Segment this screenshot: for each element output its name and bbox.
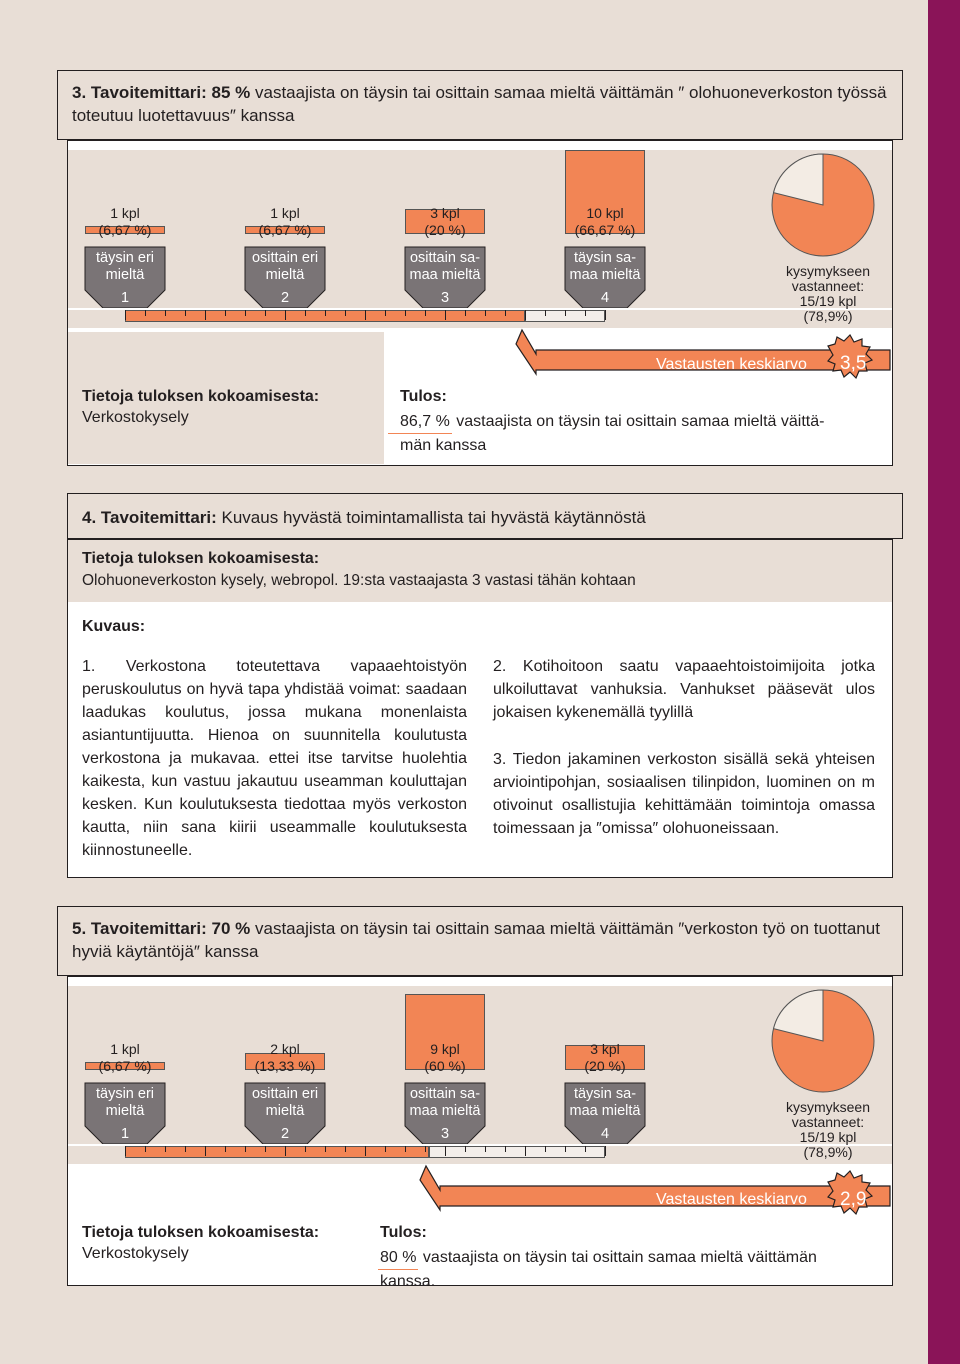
category-text: osittain eri mieltä [251, 250, 319, 283]
scale-tick [265, 310, 266, 316]
scale-tick [165, 310, 166, 316]
section4-info-text: Olohuoneverkoston kysely, webropol. 19:sta vastaajasta 3 vastasi tähän kohtaan [82, 572, 636, 589]
section3-result-heading: Tulos: [400, 388, 447, 405]
category-text: täysin eri mieltä [95, 1086, 155, 1119]
chart-baseline [68, 308, 892, 310]
section3-info-heading: Tietoja tuloksen kokoamisesta: [82, 388, 320, 405]
scale-tick [225, 1146, 226, 1152]
category-number: 3 [440, 290, 450, 306]
scale-tick [305, 310, 306, 316]
section5-title-bold: 5. Tavoitemittari: 70 % [72, 919, 251, 938]
section5-pie-chart [770, 988, 880, 1098]
section4-title [67, 493, 903, 539]
section4-item-2: 2. Kotihoitoon saatu vapaaehtoistoimijoita jotka ulkoiluttavat vanhuksia. Vanhukset pääsevät ulos jokaisen kykenemällä tyylillä [493, 658, 875, 721]
scale-tick [585, 310, 586, 316]
scale-tick [345, 1146, 346, 1152]
respondents-line: 15/19 kpl [799, 1129, 857, 1145]
scale-tick [225, 310, 226, 316]
scale-tick [265, 1146, 266, 1152]
scale-tick [405, 1146, 406, 1152]
category-label [85, 250, 165, 306]
bar-value-label [555, 205, 655, 239]
bar-percent: (20 %) [584, 1058, 626, 1074]
section4-item-1: 1. Verkostona toteutettava vapaaehtoistyön peruskoulutus on hyvä tapa yhdistää voimat: saadaan laadukas koulutus, jossa mukana monenlaista asiantuntijuutta. Hienoa on suunnitella koulutusta verkostona ja mukavaa. ettei itse tarvitse huolehtia kaikesta, kun vastuu jakautuu useamman kouluttajan kesken. Kun koulutuksesta tiedottaa myös verkoston kautta, niin sana kiirii useammalle koulutuksesta kiinnostuneelle. [82, 658, 467, 859]
category-text: täysin sa- maa mieltä [569, 1086, 641, 1119]
scale-tick [485, 1146, 486, 1152]
category-text: osittain sa- maa mieltä [409, 1086, 481, 1119]
category-number: 4 [600, 290, 610, 306]
bar-value-label [395, 205, 495, 239]
section4-info-heading: Tietoja tuloksen kokoamisesta: [82, 550, 320, 567]
scale-tick [185, 1146, 186, 1152]
bar-count: 3 kpl [590, 1041, 620, 1057]
scale-tick [125, 1146, 126, 1156]
section3-title [57, 70, 903, 140]
category-text: osittain eri mieltä [251, 1086, 319, 1119]
scale-tick [325, 310, 326, 316]
section5-result-pct: 80 % [378, 1246, 418, 1270]
section5-title [57, 906, 903, 976]
scale-tick [445, 1146, 446, 1156]
bar-count: 1 kpl [270, 205, 300, 221]
bar-percent: (6,67 %) [258, 222, 312, 238]
bar-count: 3 kpl [430, 205, 460, 221]
section5-average-label: Vastausten keskiarvo [656, 1191, 807, 1208]
scale-tick [345, 310, 346, 316]
scale-tick [605, 310, 606, 320]
bar-count: 1 kpl [110, 205, 140, 221]
scale-tick [485, 310, 486, 316]
category-number: 2 [280, 1126, 290, 1142]
scale-tick [405, 310, 406, 316]
scale-empty [429, 1146, 605, 1158]
section5-info-heading: Tietoja tuloksen kokoamisesta: [82, 1224, 320, 1241]
section5-average-value: 2,9 [840, 1189, 867, 1210]
bar-percent: (66,67 %) [574, 222, 636, 238]
section4-title-bold: 4. Tavoitemittari: [82, 508, 217, 527]
section3-info-text: Verkostokysely [82, 409, 189, 426]
section3-result-line1: vastaajista on täysin tai osittain samaa mieltä väittä- [456, 413, 825, 430]
scale-tick [445, 310, 446, 320]
section5-result-line1: vastaajista on täysin tai osittain samaa mieltä väittämän [422, 1249, 817, 1266]
bar-count: 10 kpl [586, 205, 624, 221]
category-label [245, 250, 325, 306]
section3-average-label: Vastausten keskiarvo [656, 356, 807, 373]
respondents-line: kysymykseen [785, 263, 871, 279]
section5-respondents [770, 1100, 886, 1160]
bar-count: 9 kpl [430, 1041, 460, 1057]
respondents-line: (78,9%) [803, 1144, 853, 1160]
scale-tick [205, 1146, 206, 1156]
section4-title-text: Kuvaus hyvästä toimintamallista tai hyvästä käytännöstä [221, 508, 646, 527]
bar-percent: (6,67 %) [98, 222, 152, 238]
section3-average-value: 3,5 [840, 353, 867, 374]
bar-value-label [75, 1041, 175, 1075]
section3-result-line2: män kanssa [400, 437, 487, 454]
scale-tick [185, 310, 186, 316]
scale-tick [545, 1146, 546, 1152]
scale-tick [385, 310, 386, 316]
scale-tick [385, 1146, 386, 1152]
side-stripe [928, 0, 960, 1364]
section5-info-text: Verkostokysely [82, 1245, 189, 1262]
section3-pie-chart [770, 152, 880, 262]
category-label [405, 250, 485, 306]
scale-tick [585, 1146, 586, 1152]
scale-tick [245, 310, 246, 316]
respondents-line: vastanneet: [791, 1114, 865, 1130]
bar-percent: (60 %) [424, 1058, 466, 1074]
scale-tick [365, 310, 366, 320]
category-number: 3 [440, 1126, 450, 1142]
scale-tick [325, 1146, 326, 1152]
section3-respondents [770, 264, 886, 324]
section4-kuvaus-heading: Kuvaus: [82, 618, 146, 635]
bar-percent: (20 %) [424, 222, 466, 238]
scale-tick [145, 310, 146, 316]
section3-result-pct: 86,7 % [388, 410, 452, 434]
bar-percent: (6,67 %) [98, 1058, 152, 1074]
bar-count: 2 kpl [270, 1041, 300, 1057]
scale-tick [545, 310, 546, 316]
scale-tick [365, 1146, 366, 1156]
scale-tick [565, 1146, 566, 1152]
category-label [565, 250, 645, 306]
scale-tick [305, 1146, 306, 1152]
bar-value-label [235, 1041, 335, 1075]
category-label [405, 1086, 485, 1142]
scale-tick [465, 1146, 466, 1152]
scale-tick [245, 1146, 246, 1152]
respondents-line: kysymykseen [785, 1099, 871, 1115]
category-text: osittain sa- maa mieltä [409, 250, 481, 283]
bar-count: 1 kpl [110, 1041, 140, 1057]
section5-average-arrow [414, 1162, 895, 1217]
category-text: täysin eri mieltä [95, 250, 155, 283]
scale-tick [425, 310, 426, 316]
bar-value-label [235, 205, 335, 239]
respondents-line: vastanneet: [791, 278, 865, 294]
scale-tick [505, 310, 506, 316]
section3-result-text [388, 410, 882, 457]
category-label [245, 1086, 325, 1142]
bar-value-label [395, 1041, 495, 1075]
scale-tick [525, 1146, 526, 1156]
section5-title-text: vastaajista on täysin tai osittain samaa mieltä väittämän ″verkoston työ on tuottanut hyviä käytäntöjä″ kanssa [72, 919, 880, 961]
category-text: täysin sa- maa mieltä [569, 250, 641, 283]
scale-tick [285, 310, 286, 320]
section3-title-text: vastaajista on täysin tai osittain samaa mieltä väittämän ″ olohuoneverkoston työssä toteutuu luotettavuus″ kanssa [72, 83, 887, 125]
section5-result-text [378, 1246, 888, 1293]
scale-tick [145, 1146, 146, 1152]
scale-tick [125, 310, 126, 320]
category-number: 1 [120, 290, 130, 306]
scale-filled [125, 1146, 429, 1158]
category-number: 2 [280, 290, 290, 306]
bar-value-label [75, 205, 175, 239]
scale-tick [505, 1146, 506, 1152]
category-number: 1 [120, 1126, 130, 1142]
scale-tick [165, 1146, 166, 1152]
scale-tick [465, 310, 466, 316]
scale-tick [525, 310, 526, 320]
scale-tick [605, 1146, 606, 1156]
scale-tick [285, 1146, 286, 1156]
respondents-line: (78,9%) [803, 308, 853, 324]
section5-result-line2: kanssa. [380, 1273, 436, 1290]
section4-item-3: 3. Tiedon jakaminen verkoston sisällä sekä yhteisen arviointipohjan, sosiaalisen tilinpidon, luominen on m otivoinut osallistujia kehittämään toimintoja omassa toimessaan ja ″omissa″ olohuoneissaan. [493, 751, 875, 837]
scale-tick [565, 310, 566, 316]
category-label [565, 1086, 645, 1142]
chart-baseline [68, 1144, 892, 1146]
bar-value-label [555, 1041, 655, 1075]
category-label [85, 1086, 165, 1142]
bar-percent: (13,33 %) [254, 1058, 316, 1074]
scale-tick [205, 310, 206, 320]
section5-result-heading: Tulos: [380, 1224, 427, 1241]
respondents-line: 15/19 kpl [799, 293, 857, 309]
scale-tick [425, 1146, 426, 1152]
section3-title-bold: 3. Tavoitemittari: 85 % [72, 83, 251, 102]
category-number: 4 [600, 1126, 610, 1142]
